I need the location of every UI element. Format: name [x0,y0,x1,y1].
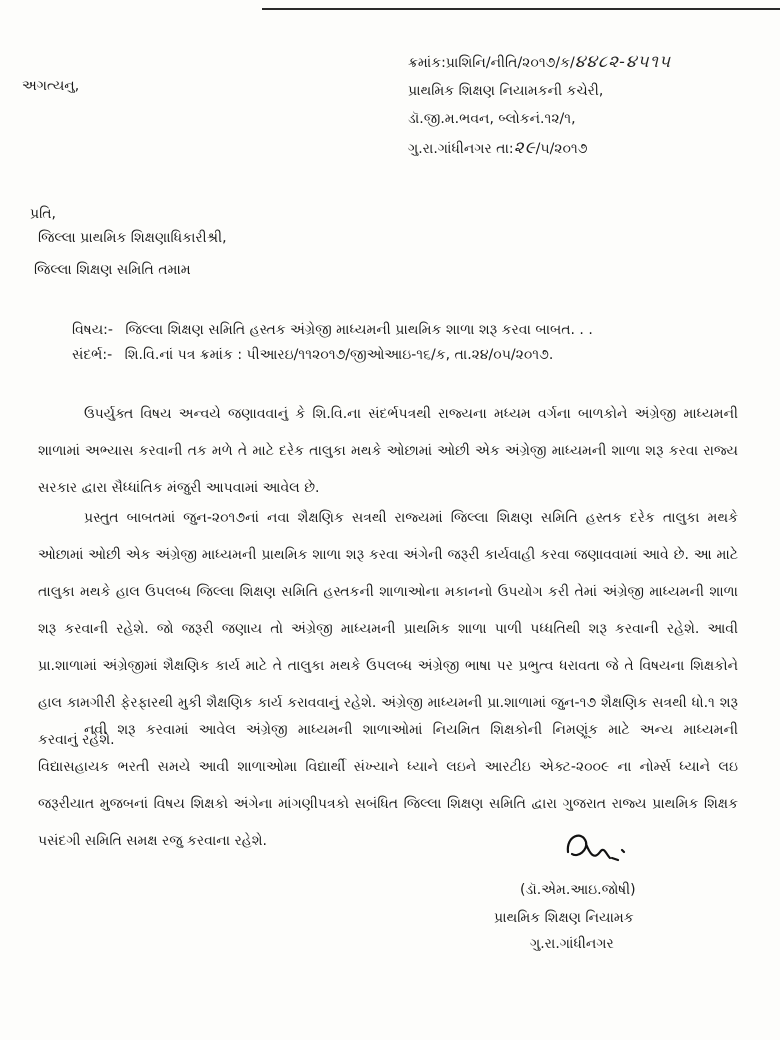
reference-prefix: ક્રમાંક:પ્રાશિનિ/નીતિ/૨૦૧૭/ક/ [408,55,575,71]
important-label: અગત્યનુ, [22,78,80,94]
office-name: પ્રાથમિક શિક્ષણ નિયામકની કચેરી, [408,83,604,99]
subject-text: જિલ્લા શિક્ષણ સમિતિ હસ્તક અંગ્રેજી માધ્યમની પ્રાથમિક શાળા શરૂ કરવા બાબત. . . [125,322,593,338]
body-paragraph-2: પ્રસ્તુત બાબતમાં જુન-૨૦૧૭નાં નવા શૈક્ષણિક સત્રથી રાજ્યમાં જિલ્લા શિક્ષણ સમિતિ હસ્તક દરેક તાલુકા મથકે ઓછામાં ઓછી એક અંગ્રેજી માધ્યમની પ્રાથમિક શાળા શરૂ કરવા અંગેની જરૂરી કાર્યવાહી કરવા જણાવવામાં આવે છે. આ માટે તાલુકા મથકે હાલ ઉપલબ્ધ જિલ્લા શિક્ષણ સમિતિ હસ્તકની શાળાઓના મકાનનો ઉપયોગ કરી તેમાં અંગ્રેજી માધ્યમની શાળા શરૂ કરવાની રહેશે. જો જરૂરી જણાય તો અંગ્રેજી માધ્યમની પ્રાથમિક શાળા પાળી પધ્ધતિથી શરૂ કરવાની રહેશે. આવી પ્રા.શાળામાં અંગ્રેજીમાં શૈક્ષણિક કાર્ય માટે તે તાલુકા મથકે ઉપલબ્ધ અંગ્રેજી ભાષા પર પ્રભુત્વ ધરાવતા જે તે વિષયના શિક્ષકોને હાલ કામગીરી ફેરફારથી મુકી શૈક્ષણિક કાર્ય કરાવવાનું રહેશે. અંગ્રેજી માધ્યમની પ્રા.શાળામાં જુન-૧૭ શૈક્ષણિક સત્રથી ધો.૧ શરૂ કરવાનું રહેશે. [38,510,738,748]
handwritten-signature [560,824,640,874]
top-border-line [262,8,780,10]
body-paragraph-1: ઉપર્યુક્ત વિષય અન્વયે જણાવવાનું કે શિ.વિ.ના સંદર્ભપત્રથી રાજ્યના મધ્યમ વર્ગના બાળકોને અંગ્રેજી માધ્યમની શાળામાં અભ્યાસ કરવાની તક મળે તે માટે દરેક તાલુકા મથકે ઓછામાં ઓછી એક અંગ્રેજી માધ્યમની શાળા શરૂ કરવા રાજ્ય સરકાર દ્વારા સૈધ્ધાંતિક મંજુરી આપવામાં આવેલ છે. [38,406,738,496]
city-date [408,138,588,158]
reference-handwritten: ૪૪૮૨-૪૫૧૫ [574,52,672,72]
subject-label: વિષય:- [72,322,113,338]
city-date-prefix: ગુ.રા.ગાંધીનગર તા: [408,141,514,157]
office-address: ડૉ.જી.મ.ભવન, બ્લોકનં.૧૨/૧, [408,111,576,127]
body-paragraph-3: નવી શરૂ કરવામાં આવેલ અંગ્રેજી માધ્યમની શાળાઓમાં નિયમિત શિક્ષકોની નિમણૂંક માટે અન્ય માધ્યમની વિદ્યાસહાયક ભરતી સમયે આવી શાળાઓમા વિદ્યાર્થી સંખ્યાને ધ્યાને લઇને આરટીઇ એક્ટ-૨૦૦૯ ના નોર્મ્સ ધ્યાને લઇ જરૂરીયાત મુજબનાં વિષય શિક્ષકો અંગેના માંગણીપત્રકો સબંધિત જિલ્લા શિક્ષણ સમિતિ દ્વારા ગુજરાત રાજ્ય પ્રાથમિક શિક્ષક પસંદગી સમિતિ સમક્ષ રજુ કરવાના રહેશે. [38,722,738,849]
reference-text: શિ.વિ.નાં પત્ર ક્રમાંક : પીઆરઇ/૧૧૨૦૧૭/જીઓઆઇ-૧૬/ક, તા.૨૪/૦૫/૨૦૧૭. [124,347,554,363]
recipient-prati: પ્રતિ, [30,206,56,222]
reference-line [72,347,553,363]
date-handwritten: ૨૯ [513,138,536,158]
signatory-place: ગુ.રા.ગાંધીનગર [530,936,614,952]
date-suffix: /૫/૨૦૧૭ [535,141,588,157]
signatory-title: પ્રાથમિક શિક્ષણ નિયામક [494,910,634,926]
subject-line [72,322,593,338]
recipient-line-2: જિલ્લા શિક્ષણ સમિતિ તમામ [34,262,191,278]
reference-label: સંદર્ભ:- [72,347,113,363]
reference-number [408,52,671,72]
recipient-line-1: જિલ્લા પ્રાથમિક શિક્ષણાધિકારીશ્રી, [38,230,227,246]
signatory-name: (ડૉ.એમ.આઇ.જોષી) [520,882,636,898]
